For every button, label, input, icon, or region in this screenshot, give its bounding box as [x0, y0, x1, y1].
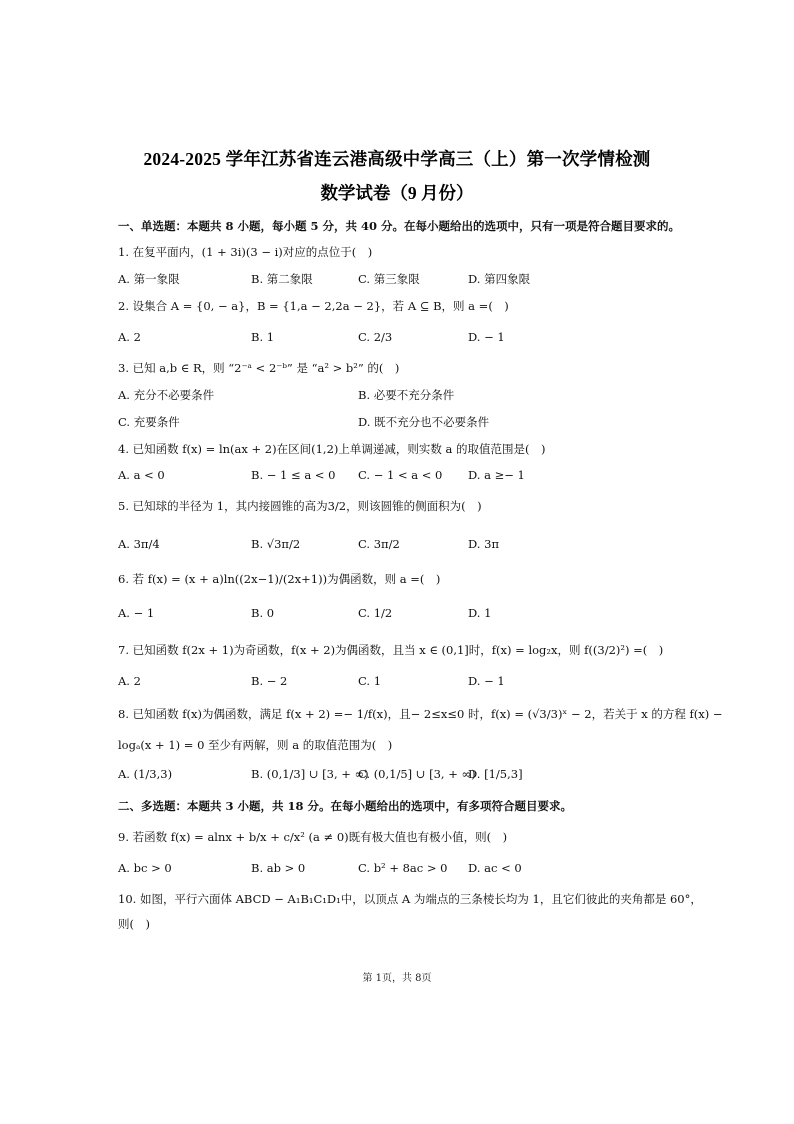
question-2-option-d: D. − 1 [468, 330, 505, 344]
question-6-option-c: C. 1/2 [358, 606, 393, 620]
question-1-option-d: D. 第四象限 [468, 272, 531, 286]
question-7-option-b: B. − 2 [251, 674, 288, 688]
question-3-option-d: D. 既不充分也不必要条件 [358, 415, 490, 429]
question-3-option-b: B. 必要不充分条件 [358, 388, 455, 402]
section-heading-multi-choice: 二、多选题：本题共 3 小题，共 18 分。在每小题给出的选项中，有多项符合题目要求。 [118, 799, 573, 813]
question-6-stem: 6. 若 f(x) = (x + a)ln((2x−1)/(2x+1))为偶函数，则 a =( ) [118, 572, 441, 586]
question-8-stem: 8. 已知函数 f(x)为偶函数，满足 f(x + 2) =− 1/f(x)，且− 2≤x≤0 时，f(x) = (√3/3)ˣ − 2，若关于 x 的方程 f(x) − [118, 707, 723, 721]
exam-title: 2024-2025 学年江苏省连云港高级中学高三（上）第一次学情检测 [143, 149, 651, 169]
question-8-stem-continued: logₐ(x + 1) = 0 至少有两解，则 a 的取值范围为( ) [118, 738, 393, 752]
question-3-stem: 3. 已知 a,b ∈ R，则 “2⁻ᵃ < 2⁻ᵇ” 是 “a² > b²” 的( ) [118, 361, 400, 375]
question-2-option-c: C. 2/3 [358, 330, 393, 344]
question-9-option-d: D. ac < 0 [468, 861, 522, 875]
question-9-option-a: A. bc > 0 [118, 861, 172, 875]
question-9-option-b: B. ab > 0 [251, 861, 306, 875]
question-2-option-a: A. 2 [118, 330, 141, 344]
question-1-option-b: B. 第二象限 [251, 272, 313, 286]
question-4-option-c: C. − 1 < a < 0 [358, 468, 443, 482]
question-8-option-d: D. [1/5,3] [468, 767, 523, 781]
page-footer: 第 1页，共 8页 [362, 973, 432, 984]
question-8-option-b: B. (0,1/3] ∪ [3, + ∞) [251, 767, 369, 781]
question-8-option-a: A. (1/3,3) [118, 767, 173, 781]
question-3-option-c: C. 充要条件 [118, 415, 180, 429]
question-7-stem: 7. 已知函数 f(2x + 1)为奇函数，f(x + 2)为偶函数，且当 x ∈ (0,1]时，f(x) = log₂x，则 f((3/2)²) =( ) [118, 643, 664, 657]
question-4-option-d: D. a ≥− 1 [468, 468, 525, 482]
question-6-option-d: D. 1 [468, 606, 492, 620]
question-6-option-a: A. − 1 [118, 606, 155, 620]
question-8-option-c: C. (0,1/5] ∪ [3, + ∞) [358, 767, 476, 781]
exam-subtitle: 数学试卷（9 月份） [320, 183, 474, 203]
question-7-option-c: C. 1 [358, 674, 382, 688]
question-7-option-d: D. − 1 [468, 674, 505, 688]
question-10-stem-continued: 则( ) [118, 917, 150, 931]
question-5-option-d: D. 3π [468, 537, 499, 551]
question-1-option-c: C. 第三象限 [358, 272, 420, 286]
question-5-stem: 5. 已知球的半径为 1，其内接圆锥的高为3/2，则该圆锥的侧面积为( ) [118, 499, 482, 513]
question-6-option-b: B. 0 [251, 606, 275, 620]
question-5-option-a: A. 3π/4 [118, 537, 160, 551]
question-4-stem: 4. 已知函数 f(x) = ln(ax + 2)在区间(1,2)上单调递减，则实数 a 的取值范围是( ) [118, 442, 546, 456]
question-5-option-b: B. √3π/2 [251, 537, 301, 551]
question-2-stem: 2. 设集合 A = {0, − a}，B = {1,a − 2,2a − 2}，若 A ⊆ B，则 a =( ) [118, 299, 509, 313]
question-10-stem: 10. 如图，平行六面体 ABCD − A₁B₁C₁D₁中，以顶点 A 为端点的三条棱长均为 1，且它们彼此的夹角都是 60°， [118, 892, 702, 906]
question-5-option-c: C. 3π/2 [358, 537, 400, 551]
question-4-option-b: B. − 1 ≤ a < 0 [251, 468, 336, 482]
question-1-option-a: A. 第一象限 [118, 272, 180, 286]
question-4-option-a: A. a < 0 [118, 468, 165, 482]
question-3-option-a: A. 充分不必要条件 [118, 388, 215, 402]
question-7-option-a: A. 2 [118, 674, 141, 688]
question-1-stem: 1. 在复平面内，(1 + 3i)(3 − i)对应的点位于( ) [118, 245, 373, 259]
question-9-option-c: C. b² + 8ac > 0 [358, 861, 448, 875]
question-2-option-b: B. 1 [251, 330, 275, 344]
question-9-stem: 9. 若函数 f(x) = alnx + b/x + c/x² (a ≠ 0)既有极大值也有极小值，则( ) [118, 830, 508, 844]
section-heading-single-choice: 一、单选题：本题共 8 小题，每小题 5 分，共 40 分。在每小题给出的选项中，只有一项是符合题目要求的。 [118, 219, 681, 233]
